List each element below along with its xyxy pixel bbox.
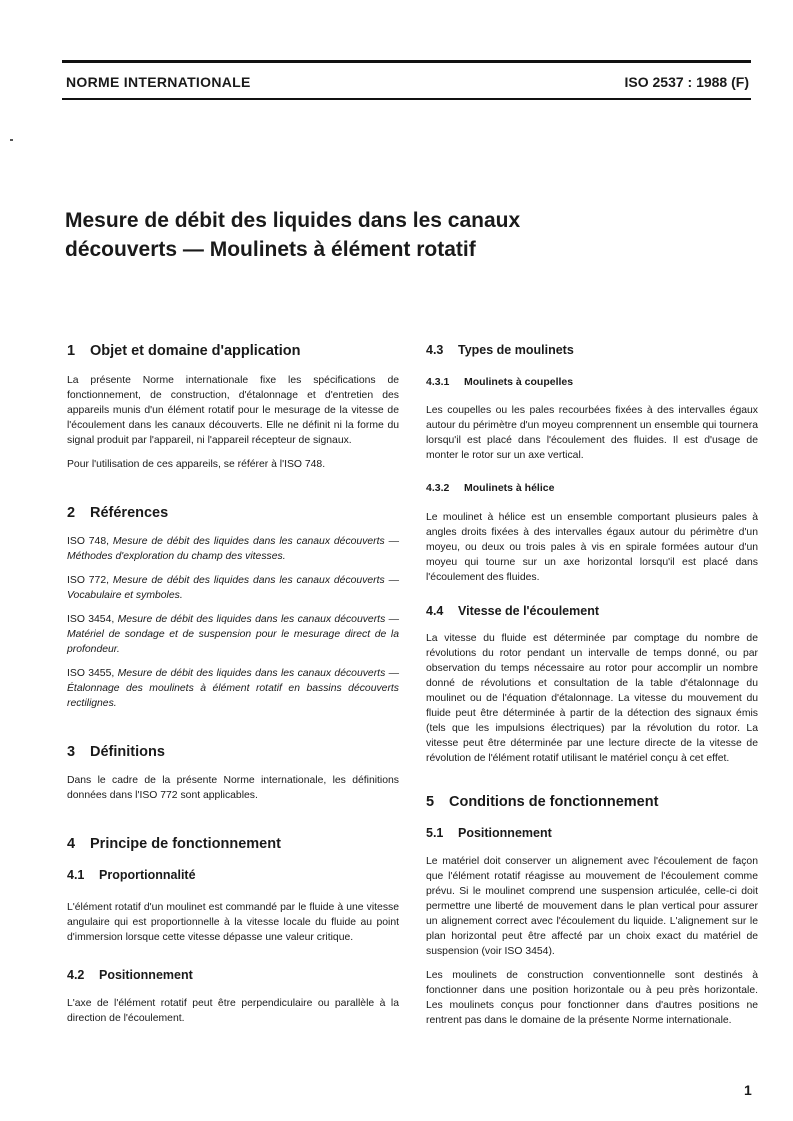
header-standard-number: ISO 2537 : 1988 (F) (624, 74, 749, 90)
title-line-1: Mesure de débit des liquides dans les canaux (65, 209, 521, 232)
section-3-paragraph: Dans le cadre de la présente Norme internationale, les définitions données dans l'ISO 772 sont applicables. (67, 775, 399, 801)
section-4-3-2-heading: 4.3.2 Moulinets à hélice (426, 482, 555, 494)
section-3-heading: 3 Définitions (67, 744, 165, 760)
section-4-heading: 4 Principe de fonctionnement (67, 836, 281, 852)
section-4-2-paragraph: L'axe de l'élément rotatif peut être perpendiculaire ou parallèle à la direction de l'écoulement. (67, 998, 399, 1024)
reference-item: ISO 3455, Mesure de débit des liquides dans les canaux découverts — Étalonnage des moulinets à élément rotatif en bassins découverts rectilignes. (67, 668, 399, 709)
left-column (67, 342, 399, 1026)
right-column (426, 342, 758, 1028)
header-standard-type: NORME INTERNATIONALE (66, 74, 251, 90)
section-1-paragraph-2: Pour l'utilisation de ces appareils, se référer à l'ISO 748. (67, 459, 326, 470)
section-5-1-heading: 5.1 Positionnement (426, 826, 552, 840)
section-4-3-1-heading: 4.3.1 Moulinets à coupelles (426, 376, 574, 388)
section-4-3-2-paragraph: Le moulinet à hélice est un ensemble comportant plusieurs pales à angles droits fixées à des intervalles égaux autour du périmètre d'un moyeu, ou deux ou trois pales à vis en spirale formées autour d'un moyeu qui tourne sur un axe horizontal lorsqu'il est placé dans l'écoulement des fluides. (426, 512, 758, 583)
page-number: 1 (744, 1082, 752, 1098)
section-4-4-heading: 4.4 Vitesse de l'écoulement (426, 604, 599, 618)
section-1-paragraph-1: La présente Norme internationale fixe les spécifications de fonctionnement, de construction, d'étalonnage et d'entretien des appareils munis d'un élément rotatif pour le mesurage de la vitesse de l'écoulement dans les canaux découverts. Elle ne définit ni la forme du signal produit par l'appareil, ni l'appareil récepteur de signaux. (67, 375, 399, 446)
reference-item: ISO 3454, Mesure de débit des liquides dans les canaux découverts — Matériel de sondage et de suspension pour le mesurage direct de la profondeur. (67, 614, 399, 655)
section-5-1-paragraph-2: Les moulinets de construction conventionnelle sont destinés à fonctionner dans une position horizontale ou à peu près horizontale. Les moulinets conçus pour fonctionner dans d'autres positions ne rentrent pas dans le domaine de la présente Norme internationale. (426, 970, 758, 1026)
header-bottom-rule (62, 98, 751, 100)
scan-mark (10, 139, 13, 141)
title-line-2: découverts — Moulinets à élément rotatif (65, 238, 476, 261)
document-title (65, 206, 685, 264)
section-5-heading: 5 Conditions de fonctionnement (426, 794, 659, 810)
section-4-1-paragraph: L'élément rotatif d'un moulinet est commandé par le fluide à une vitesse angulaire qui est proportionnelle à la vitesse locale du fluide au point d'immersion lorsque cette vitesse dépasse une valeur critique. (67, 902, 399, 943)
section-4-3-1-paragraph: Les coupelles ou les pales recourbées fixées à des intervalles égaux autour du périmètre d'un moyeu comprennent un ensemble qui tournera lorsqu'il est placé dans l'écoulement des fluides. Il est d'usage de monter le rotor sur un axe vertical. (426, 405, 758, 461)
section-4-4-paragraph: La vitesse du fluide est déterminée par comptage du nombre de révolutions du rotor pendant un intervalle de temps donné, ou par observation du temps nécessaire au rotor pour accomplir un nombre donné de révolutions et consultation de la table d'étalonnage du moulinet ou de l'équation d'étalonnage. La vitesse du mouvement du fluide peut être déterminée à partir de la détection des signaux émis (tels que les impulsions électriques) par la révolution du rotor. La vitesse peut être déterminée par une lecture directe de la vitesse de révolution de l'élément rotatif utilisant le matériel conçu à cet effet. (426, 633, 758, 764)
header-top-rule (62, 60, 751, 63)
section-2-heading: 2 Références (67, 505, 169, 521)
reference-item: ISO 748, Mesure de débit des liquides dans les canaux découverts — Méthodes d'exploration du champ des vitesses. (67, 536, 399, 562)
section-4-3-heading: 4.3 Types de moulinets (426, 343, 574, 357)
section-4-2-heading: 4.2 Positionnement (67, 968, 193, 982)
section-5-1-paragraph-1: Le matériel doit conserver un alignement avec l'écoulement de façon que l'élément rotatif réagisse au mouvement de l'écoulement comme prévu. Si le moulinet comprend une suspension articulée, celle-ci doit permettre une liberté de mouvement dans le plan vertical pour assurer un alignement correct avec l'écoulement du liquide. L'alignement sur le plan horizontal peut être affecté par un choix exact du matériel de suspension (voir ISO 3454). (426, 856, 758, 957)
section-4-1-heading: 4.1 Proportionnalité (67, 868, 196, 882)
section-1-heading: 1 Objet et domaine d'application (67, 343, 301, 359)
reference-item: ISO 772, Mesure de débit des liquides dans les canaux découverts — Vocabulaire et symboles. (67, 575, 399, 601)
